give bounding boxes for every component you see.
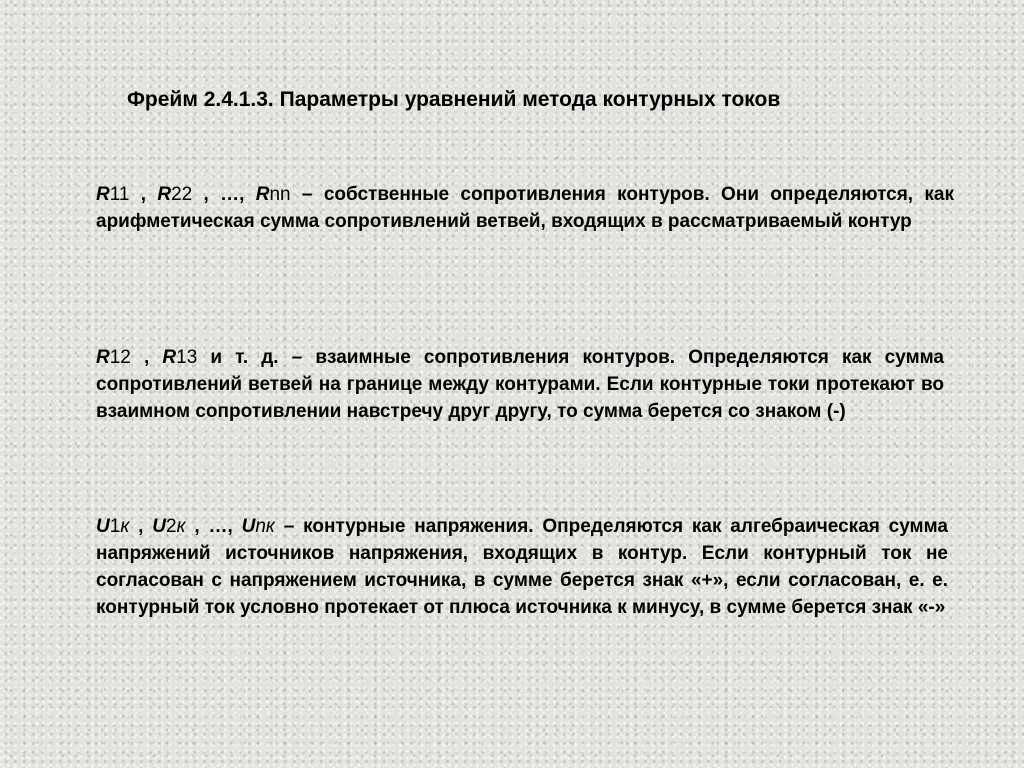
symbol-r12: R12 (96, 347, 131, 368)
definition-own-resistances: R11 , R22 , …, Rnn – собственные сопротивления контуров. Они определяются, как арифметическая сумма сопротивлений ветвей, входящих в рассматриваемый контур (96, 184, 954, 232)
definition-text: и т. д. – взаимные сопротивления контуров. Определяются как сумма сопротивлений ветвей на границе между контурами. Если контурные токи протекают во взаимном сопротивлении навстречу друг другу, то сумма берется со знаком (-) (96, 347, 944, 422)
symbol-unk: Unк (241, 516, 275, 537)
symbol-u2k: U2к (152, 516, 186, 537)
definition-loop-voltages: U1к , U2к , …, Unк – контурные напряжения. Определяются как алгебраическая сумма напряжений источников напряжения, входящих в контур. Если контурный ток не согласован с напряжением источника, в сумме берется знак «+», если согласован, е. е. контурный ток условно протекает от плюса источника к минусу, в сумме берется знак «-» (96, 516, 948, 618)
symbol-rnn: Rnn (255, 184, 291, 205)
symbol-u1k: U1к (96, 516, 130, 537)
definition-text: – собственные сопротивления контуров. Они определяются, как арифметическая сумма сопротивлений ветвей, входящих в рассматриваемый контур (96, 184, 954, 232)
slide-title: Фрейм 2.4.1.3. Параметры уравнений метода контурных токов (127, 88, 781, 111)
symbol-r13: R13 (162, 347, 198, 368)
symbol-r22: R22 (157, 184, 193, 205)
definition-mutual-resistances: R12 , R13 и т. д. – взаимные сопротивления контуров. Определяются как сумма сопротивлений ветвей на границе между контурами. Если контурные токи протекают во взаимном сопротивлении навстречу друг другу, то сумма берется со знаком (-) (96, 347, 944, 422)
symbol-r11: R11 (96, 184, 130, 205)
definition-text: – контурные напряжения. Определяются как алгебраическая сумма напряжений источников напряжения, входящих в контур. Если контурный ток не согласован с напряжением источника, в сумме берется знак «+», если согласован, е. е. контурный ток условно протекает от плюса источника к минусу, в сумме берется знак «-» (96, 516, 948, 618)
